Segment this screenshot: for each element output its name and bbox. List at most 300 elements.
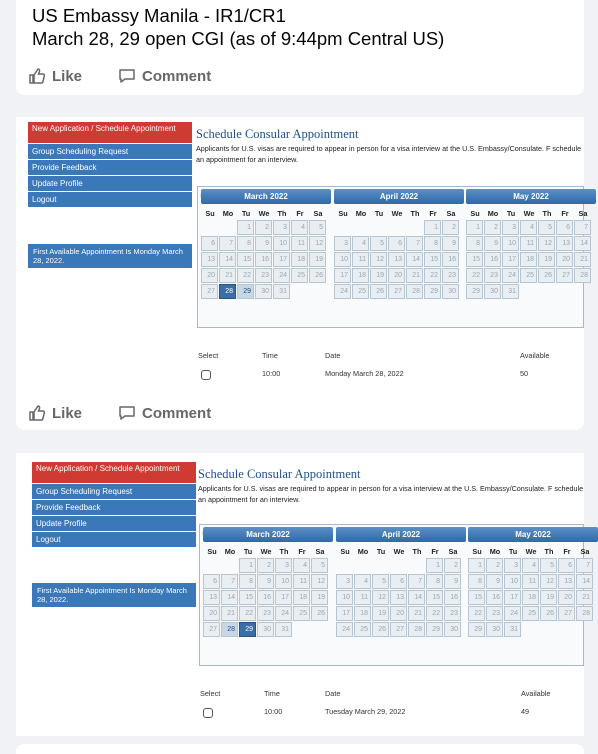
- like-button[interactable]: [28, 67, 82, 85]
- calendar-day: 4: [522, 558, 539, 573]
- calendar-day: 9: [484, 236, 501, 251]
- calendar-day: 7: [408, 574, 425, 589]
- calendar-day: 28: [408, 622, 425, 637]
- calendar-day: 5: [309, 220, 326, 235]
- calendar-day: 30: [255, 284, 272, 299]
- calendar-day: 12: [309, 236, 326, 251]
- month-header: March 2022: [203, 527, 333, 542]
- calendar-march: [203, 527, 333, 638]
- calendar-empty-cell: [408, 558, 425, 573]
- calendar-day: 26: [311, 606, 328, 621]
- calendar-day: 10: [275, 574, 292, 589]
- weekday-label: Sa: [446, 208, 456, 218]
- calendar-day: 22: [424, 268, 441, 283]
- weekday-row: [336, 544, 466, 558]
- calendar-may: [468, 527, 598, 638]
- comment-label: Comment: [142, 404, 212, 422]
- calendar-day: 18: [291, 252, 308, 267]
- row-date: Monday March 28, 2022: [325, 369, 404, 378]
- calendar-day: 2: [257, 558, 274, 573]
- calendar-day: 30: [486, 622, 503, 637]
- calendar-day: 7: [219, 236, 236, 251]
- calendar-day: 1: [239, 558, 256, 573]
- page-title: Schedule Consular Appointment: [196, 127, 359, 141]
- calendar-day: 28: [406, 284, 423, 299]
- calendar-day: 15: [237, 252, 254, 267]
- row-available: 49: [521, 707, 530, 716]
- weekday-label: Tu: [508, 546, 518, 556]
- calendar-day: 8: [468, 574, 485, 589]
- nav-new-application[interactable]: New Application / Schedule Appointment: [28, 122, 192, 143]
- weekday-label: Mo: [357, 546, 369, 556]
- calendar-day: 5: [372, 574, 389, 589]
- weekday-label: Fr: [561, 208, 569, 218]
- calendar-day: 26: [538, 268, 555, 283]
- calendar-day: 13: [558, 574, 575, 589]
- weekday-label: Mo: [224, 546, 236, 556]
- weekday-label: We: [393, 546, 405, 556]
- col-available: Available: [521, 689, 551, 698]
- col-date: Date: [325, 689, 341, 698]
- calendar-day-selected[interactable]: 28: [219, 284, 236, 299]
- calendar-day: 3: [273, 220, 290, 235]
- calendar-day: 18: [352, 268, 369, 283]
- weekday-label: Th: [410, 208, 420, 218]
- first-available-banner: First Available Appointment Is Monday March 28, 2022.: [32, 583, 196, 607]
- calendar-day-selected[interactable]: 29: [239, 622, 256, 637]
- calendar-day: 5: [538, 220, 555, 235]
- calendar-empty-cell: [390, 558, 407, 573]
- calendar-day: 4: [520, 220, 537, 235]
- calendar-day: 16: [486, 590, 503, 605]
- calendar-day: 30: [484, 284, 501, 299]
- calendar-day: 19: [309, 252, 326, 267]
- weekday-label: Th: [279, 546, 289, 556]
- calendar-day: 14: [574, 236, 591, 251]
- select-checkbox[interactable]: [201, 370, 211, 380]
- weekday-label: Sa: [580, 546, 590, 556]
- calendar-day-available[interactable]: 29: [237, 284, 254, 299]
- calendar-day: 8: [424, 236, 441, 251]
- month-header: March 2022: [201, 189, 331, 204]
- weekday-label: Su: [338, 208, 348, 218]
- calendar-day: 25: [352, 284, 369, 299]
- calendar-day: 23: [442, 268, 459, 283]
- calendar-day: 20: [203, 606, 220, 621]
- month-header: May 2022: [468, 527, 598, 542]
- month-header: April 2022: [336, 527, 466, 542]
- nav-update-profile[interactable]: Update Profile: [32, 516, 196, 531]
- calendar-day: 1: [468, 558, 485, 573]
- calendar-day: 27: [388, 284, 405, 299]
- nav-provide-feedback[interactable]: Provide Feedback: [28, 160, 192, 175]
- row-date: Tuesday March 29, 2022: [325, 707, 406, 716]
- calendar-day: 15: [466, 252, 483, 267]
- post-title: [32, 4, 444, 50]
- weekday-label: Mo: [487, 208, 499, 218]
- post-card-middle: [16, 382, 584, 430]
- calendar-day: 19: [538, 252, 555, 267]
- calendar-day: 8: [239, 574, 256, 589]
- calendar-day: 3: [334, 236, 351, 251]
- calendar-day: 20: [558, 590, 575, 605]
- weekday-label: Fr: [298, 546, 306, 556]
- calendar-day: 7: [406, 236, 423, 251]
- like-icon: [28, 67, 46, 85]
- calendar-day: 29: [426, 622, 443, 637]
- weekday-label: Sa: [578, 208, 588, 218]
- calendar-day: 2: [486, 558, 503, 573]
- like-label: Like: [52, 404, 83, 422]
- calendar-day: 20: [390, 606, 407, 621]
- calendar-empty-cell: [370, 220, 387, 235]
- calendar-widget: [199, 524, 590, 666]
- calendar-day: 25: [291, 268, 308, 283]
- calendar-day: 9: [255, 236, 272, 251]
- calendar-day: 3: [275, 558, 292, 573]
- calendar-day: 5: [311, 558, 328, 573]
- weekday-label: Sa: [448, 546, 458, 556]
- calendar-day: 23: [484, 268, 501, 283]
- calendar-day: 11: [352, 252, 369, 267]
- calendar-day: 19: [370, 268, 387, 283]
- post-title-line1: US Embassy Manila - IR1/CR1: [32, 5, 286, 26]
- calendar-day: 13: [203, 590, 220, 605]
- calendar-day: 17: [502, 252, 519, 267]
- calendar-day: 21: [574, 252, 591, 267]
- calendar-day: 18: [522, 590, 539, 605]
- calendar-empty-cell: [352, 220, 369, 235]
- weekday-label: Sa: [313, 208, 323, 218]
- calendar-day: 21: [406, 268, 423, 283]
- calendar-day: 10: [273, 236, 290, 251]
- calendar-day: 12: [540, 574, 557, 589]
- weekday-label: Tu: [374, 208, 384, 218]
- calendar-empty-cell: [406, 220, 423, 235]
- calendar-day: 14: [221, 590, 238, 605]
- nav-provide-feedback[interactable]: Provide Feedback: [32, 500, 196, 515]
- weekday-label: Fr: [431, 546, 439, 556]
- comment-button[interactable]: [118, 67, 211, 85]
- weekday-label: Su: [472, 546, 482, 556]
- like-icon: [28, 404, 46, 422]
- calendar-day: 6: [558, 558, 575, 573]
- calendar-day: 2: [484, 220, 501, 235]
- post-card-top: [16, 0, 584, 95]
- calendar-day: 30: [444, 622, 461, 637]
- calendar-day: 3: [336, 574, 353, 589]
- calendar-day: 25: [522, 606, 539, 621]
- calendar-day: 25: [520, 268, 537, 283]
- calendar-day: 15: [424, 252, 441, 267]
- calendar-day: 25: [354, 622, 371, 637]
- weekday-label: Su: [207, 546, 217, 556]
- weekday-label: Th: [277, 208, 287, 218]
- calendar-empty-cell: [203, 558, 220, 573]
- comment-icon: [118, 67, 136, 85]
- calendar-day: 12: [370, 252, 387, 267]
- calendar-day: 24: [336, 622, 353, 637]
- calendar-day: 30: [257, 622, 274, 637]
- calendar-day: 8: [237, 236, 254, 251]
- weekday-label: Tu: [241, 208, 251, 218]
- weekday-label: Fr: [296, 208, 304, 218]
- calendar-day: 15: [239, 590, 256, 605]
- calendar-day: 20: [201, 268, 218, 283]
- embassy-nav: [32, 462, 196, 548]
- day-grid: [203, 558, 333, 638]
- calendar-day: 27: [201, 284, 218, 299]
- calendar-day: 28: [576, 606, 593, 621]
- calendar-day: 27: [390, 622, 407, 637]
- calendar-empty-cell: [219, 220, 236, 235]
- comment-button[interactable]: [118, 404, 211, 422]
- calendar-day: 18: [293, 590, 310, 605]
- calendar-day: 1: [426, 558, 443, 573]
- col-date: Date: [325, 351, 341, 360]
- calendar-day: 10: [334, 252, 351, 267]
- calendar-empty-cell: [334, 220, 351, 235]
- calendar-day: 20: [556, 252, 573, 267]
- calendar-day: 2: [442, 220, 459, 235]
- calendar-day: 27: [556, 268, 573, 283]
- calendar-day: 10: [504, 574, 521, 589]
- weekday-label: Mo: [489, 546, 501, 556]
- calendar-day: 9: [257, 574, 274, 589]
- calendar-april: [334, 189, 464, 300]
- weekday-row: [203, 544, 333, 558]
- calendar-day: 6: [388, 236, 405, 251]
- calendar-day: 11: [522, 574, 539, 589]
- row-available: 50: [520, 369, 529, 378]
- calendar-day: 24: [334, 284, 351, 299]
- calendar-day: 6: [556, 220, 573, 235]
- calendar-day: 19: [540, 590, 557, 605]
- calendar-day: 1: [466, 220, 483, 235]
- calendar-day: 24: [502, 268, 519, 283]
- calendar-day: 21: [576, 590, 593, 605]
- calendar-day: 13: [390, 590, 407, 605]
- calendar-day: 4: [291, 220, 308, 235]
- row-time: 10:00: [262, 369, 281, 378]
- weekday-label: Th: [412, 546, 422, 556]
- calendar-day: 14: [408, 590, 425, 605]
- first-available-banner: First Available Appointment Is Monday March 28, 2022.: [28, 244, 192, 268]
- calendar-day: 4: [352, 236, 369, 251]
- calendar-day: 9: [486, 574, 503, 589]
- embassy-screenshot-2: [16, 453, 590, 736]
- nav-new-application[interactable]: New Application / Schedule Appointment: [32, 462, 196, 483]
- calendar-day: 7: [221, 574, 238, 589]
- calendar-day: 31: [273, 284, 290, 299]
- calendar-march: [201, 189, 331, 300]
- calendar-day: 31: [502, 284, 519, 299]
- calendar-day: 21: [408, 606, 425, 621]
- calendar-day: 4: [293, 558, 310, 573]
- calendar-empty-cell: [354, 558, 371, 573]
- like-label: Like: [52, 67, 83, 85]
- day-grid: [201, 220, 331, 300]
- calendar-day: 12: [311, 574, 328, 589]
- calendar-day: 4: [354, 574, 371, 589]
- calendar-day: 1: [424, 220, 441, 235]
- weekday-label: We: [525, 546, 537, 556]
- calendar-day: 23: [257, 606, 274, 621]
- weekday-label: Su: [470, 208, 480, 218]
- calendar-empty-cell: [372, 558, 389, 573]
- calendar-day: 15: [426, 590, 443, 605]
- calendar-day: 21: [219, 268, 236, 283]
- calendar-widget: [197, 186, 588, 328]
- calendar-day: 3: [502, 220, 519, 235]
- calendar-day: 31: [504, 622, 521, 637]
- calendar-day: 2: [255, 220, 272, 235]
- calendar-day: 16: [257, 590, 274, 605]
- calendar-day-available[interactable]: 28: [221, 622, 238, 637]
- col-select: Select: [198, 351, 219, 360]
- weekday-label: Sa: [315, 546, 325, 556]
- calendar-day: 16: [484, 252, 501, 267]
- col-select: Select: [200, 689, 221, 698]
- weekday-label: Su: [340, 546, 350, 556]
- nav-group-scheduling[interactable]: Group Scheduling Request: [28, 144, 192, 159]
- month-header: April 2022: [334, 189, 464, 204]
- calendar-day: 9: [444, 574, 461, 589]
- weekday-label: Mo: [222, 208, 234, 218]
- calendar-day: 22: [466, 268, 483, 283]
- weekday-label: We: [260, 546, 272, 556]
- calendar-day: 26: [370, 284, 387, 299]
- weekday-label: Th: [542, 208, 552, 218]
- nav-logout[interactable]: Logout: [32, 532, 196, 547]
- calendar-day: 9: [442, 236, 459, 251]
- calendar-day: 26: [540, 606, 557, 621]
- calendar-empty-cell: [388, 220, 405, 235]
- calendar-day: 7: [576, 558, 593, 573]
- calendar-day: 24: [275, 606, 292, 621]
- page-title: Schedule Consular Appointment: [198, 467, 361, 481]
- weekday-label: Tu: [506, 208, 516, 218]
- calendar-day: 13: [201, 252, 218, 267]
- intro-text: Applicants for U.S. visas are required to appear in person for a visa interview at the U.S. Embassy/Consulate. F schedule an appointment for an interview.: [198, 484, 584, 504]
- calendar-day: 15: [468, 590, 485, 605]
- day-grid: [334, 220, 464, 300]
- calendar-day: 10: [336, 590, 353, 605]
- weekday-label: We: [258, 208, 270, 218]
- calendar-day: 28: [574, 268, 591, 283]
- calendar-day: 14: [219, 252, 236, 267]
- calendar-day: 30: [442, 284, 459, 299]
- comment-label: Comment: [142, 67, 212, 85]
- calendar-day: 8: [466, 236, 483, 251]
- select-checkbox[interactable]: [203, 708, 213, 718]
- nav-update-profile[interactable]: Update Profile: [28, 176, 192, 191]
- nav-logout[interactable]: Logout: [28, 192, 192, 207]
- weekday-label: Tu: [376, 546, 386, 556]
- calendar-day: 14: [406, 252, 423, 267]
- calendar-day: 17: [504, 590, 521, 605]
- post-actions: [28, 399, 596, 427]
- weekday-row: [334, 206, 464, 220]
- calendar-day: 7: [574, 220, 591, 235]
- calendar-day: 5: [540, 558, 557, 573]
- calendar-day: 12: [372, 590, 389, 605]
- calendar-empty-cell: [201, 220, 218, 235]
- calendar-day: 3: [504, 558, 521, 573]
- like-button[interactable]: [28, 404, 82, 422]
- calendar-day: 1: [237, 220, 254, 235]
- col-time: Time: [264, 689, 280, 698]
- calendar-day: 16: [255, 252, 272, 267]
- weekday-label: Su: [205, 208, 215, 218]
- calendar-day: 14: [576, 574, 593, 589]
- calendar-day: 6: [201, 236, 218, 251]
- month-header: May 2022: [466, 189, 596, 204]
- calendar-day: 22: [239, 606, 256, 621]
- calendar-day: 27: [558, 606, 575, 621]
- post-title-line2: March 28, 29 open CGI (as of 9:44pm Central US): [32, 28, 445, 49]
- day-grid: [466, 220, 596, 300]
- calendar-day: 26: [372, 622, 389, 637]
- calendar-day: 27: [203, 622, 220, 637]
- calendar-day: 11: [291, 236, 308, 251]
- calendar-day: 8: [426, 574, 443, 589]
- calendar-day: 24: [504, 606, 521, 621]
- calendar-day: 5: [370, 236, 387, 251]
- calendar-day: 11: [293, 574, 310, 589]
- nav-group-scheduling[interactable]: Group Scheduling Request: [32, 484, 196, 499]
- weekday-row: [466, 206, 596, 220]
- calendar-day: 18: [520, 252, 537, 267]
- calendar-day: 17: [334, 268, 351, 283]
- calendar-day: 11: [354, 590, 371, 605]
- calendar-day: 6: [390, 574, 407, 589]
- calendar-day: 29: [466, 284, 483, 299]
- calendar-day: 2: [444, 558, 461, 573]
- calendar-day: 17: [273, 252, 290, 267]
- weekday-label: Th: [544, 546, 554, 556]
- embassy-nav: [28, 122, 192, 208]
- calendar-day: 23: [486, 606, 503, 621]
- post-actions: [28, 62, 596, 90]
- calendar-day: 21: [221, 606, 238, 621]
- weekday-label: Tu: [243, 546, 253, 556]
- col-time: Time: [262, 351, 278, 360]
- calendar-day: 29: [468, 622, 485, 637]
- calendar-day: 16: [442, 252, 459, 267]
- calendar-may: [466, 189, 596, 300]
- calendar-day: 26: [309, 268, 326, 283]
- weekday-label: We: [391, 208, 403, 218]
- calendar-day: 23: [444, 606, 461, 621]
- calendar-day: 29: [424, 284, 441, 299]
- calendar-empty-cell: [336, 558, 353, 573]
- day-grid: [468, 558, 598, 638]
- day-grid: [336, 558, 466, 638]
- calendar-day: 12: [538, 236, 555, 251]
- calendar-day: 17: [336, 606, 353, 621]
- post-card-bottom: [16, 744, 584, 754]
- calendar-day: 22: [237, 268, 254, 283]
- weekday-row: [468, 544, 598, 558]
- col-available: Available: [520, 351, 550, 360]
- calendar-day: 10: [502, 236, 519, 251]
- calendar-day: 6: [203, 574, 220, 589]
- calendar-day: 20: [388, 268, 405, 283]
- weekday-label: Fr: [563, 546, 571, 556]
- calendar-april: [336, 527, 466, 638]
- calendar-day: 23: [255, 268, 272, 283]
